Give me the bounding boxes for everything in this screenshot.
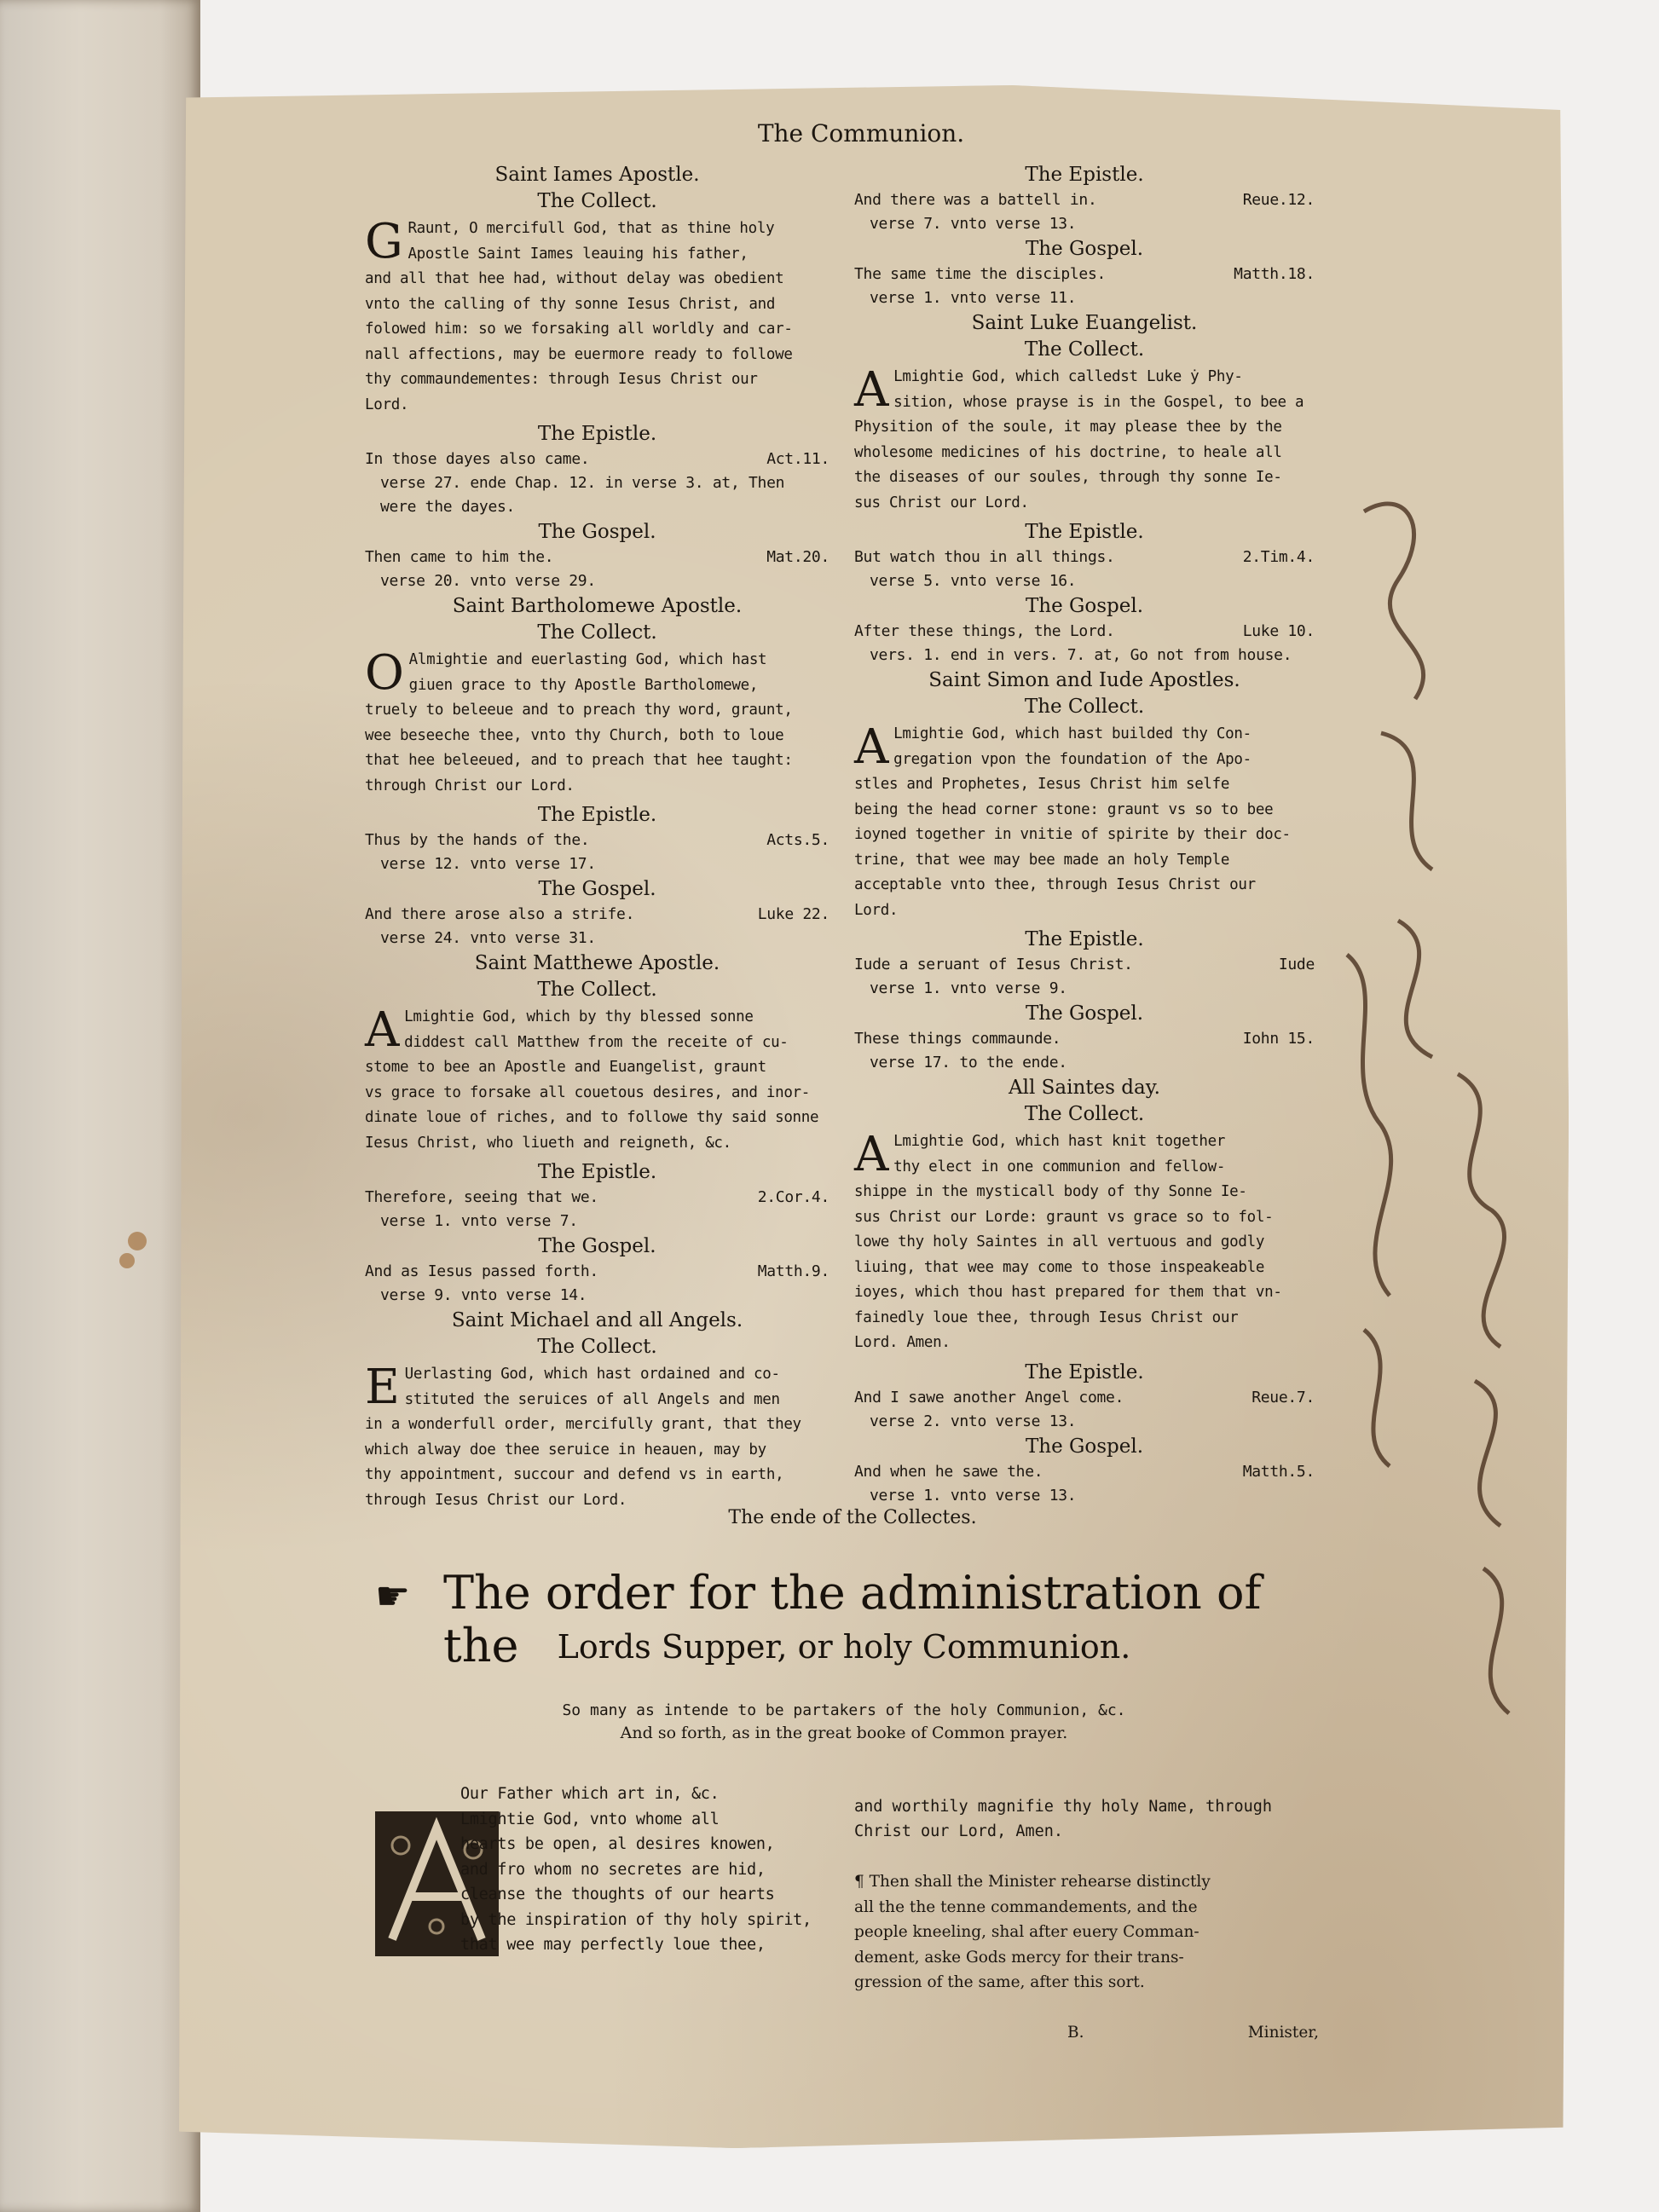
lesson-incipit: And when he sawe the. <box>854 1462 1043 1481</box>
catchword: Minister, <box>1247 2024 1319 2042</box>
lesson-reference <box>854 188 1315 212</box>
section-heading: The Gospel. <box>1025 1435 1144 1458</box>
book-citation: Matth.9. <box>757 1262 830 1280</box>
book-citation: Iohn 15. <box>1242 1030 1315 1048</box>
lesson-reference <box>854 953 1315 977</box>
section-heading: The Gospel. <box>1025 1002 1144 1025</box>
verse-range: verse 9. vnto verse 14. <box>380 1286 587 1304</box>
section-heading: The Collect. <box>537 979 657 1001</box>
book-citation: Reue.12. <box>1242 191 1315 209</box>
lesson-reference <box>854 263 1315 286</box>
section-heading: The Epistle. <box>537 804 657 826</box>
left-column <box>365 162 830 1516</box>
drop-initial: A <box>365 1002 400 1058</box>
lesson-reference <box>854 620 1315 644</box>
book-citation: Matth.18. <box>1234 265 1315 283</box>
section-heading: Saint Bartholomewe Apostle. <box>452 595 743 617</box>
verse-range: vers. 1. end in vers. 7. at, Go not from house. <box>870 646 1292 664</box>
book-citation: Mat.20. <box>766 548 830 566</box>
verse-range: verse 1. vnto verse 7. <box>380 1212 578 1230</box>
drop-initial: A <box>854 719 889 775</box>
lesson-reference <box>365 903 830 927</box>
book-binding-edge <box>0 0 200 2212</box>
collect-text: A Lmightie God, which hast builded thy Con- gregation vpon the foundation of the Apo- stles and Prophetes, Iesus Christ him selfe being the head corner stone: graunt vs so to bee ioyned together in vnitie of spirite by their doc- trine, that wee may bee made an holy Temple acceptable vnto thee, through Iesus Christ our Lord. <box>854 719 1291 919</box>
lesson-reference <box>365 448 830 471</box>
lesson-incipit: And I sawe another Angel come. <box>854 1388 1124 1406</box>
collect-text: A Lmightie God, which by thy blessed sonne diddest call Matthew from the receite of cu- stome to bee an Apostle and Euangelist, graunt vs grace to forsake all couetous desires, and inor- dinate loue of riches, and to followe thy said sonne Iesus Christ, who liueth and reigneth, &c. <box>365 1002 819 1152</box>
section-heading: The Gospel. <box>1025 238 1144 260</box>
lesson-incipit: The same time the disciples. <box>854 265 1107 283</box>
lesson-incipit: Therefore, seeing that we. <box>365 1188 598 1206</box>
lesson-incipit: And as Iesus passed forth. <box>365 1262 598 1280</box>
section-heading: Saint Simon and Iude Apostles. <box>928 669 1240 691</box>
drop-initial: A <box>854 1127 889 1182</box>
drop-initial: G <box>365 214 403 269</box>
prayer-text-left: Our Father which art in, &c. Lmightie God, vnto whome all hearts be open, al desires knowen, and fro whom no secretes are hid, cleanse the thoughts of our hearts by the inspiration of thy holy spirit, that wee may perfectly loue thee, <box>460 1785 812 1954</box>
section-heading: Saint Matthewe Apostle. <box>474 952 720 974</box>
foxing-stain <box>119 1253 135 1268</box>
verse-range: verse 1. vnto verse 11. <box>870 289 1077 307</box>
section-heading: Saint Iames Apostle. <box>494 164 700 186</box>
lesson-incipit: These things commaunde. <box>854 1030 1061 1048</box>
verse-range: verse 1. vnto verse 13. <box>870 1486 1077 1505</box>
section-heading: The Epistle. <box>1025 521 1144 543</box>
book-citation: Acts.5. <box>766 831 830 849</box>
lesson-incipit: And there was a battell in. <box>854 191 1097 209</box>
lesson-reference <box>365 1186 830 1210</box>
section-heading: The Collect. <box>537 621 657 644</box>
foxing-stain <box>128 1232 147 1250</box>
section-heading: All Saintes day. <box>1009 1077 1160 1099</box>
prayer-text-right <box>854 1769 1319 2071</box>
collect-text: A Lmightie God, which calledst Luke ẏ Phy- sition, whose prayse is in the Gospel, to bee a Physition of the soule, it may please thee by the wholesome medicines of his doctrine, to heale all the diseases of our soules, through thy sonne Ie- sus Christ our Lord. <box>854 362 1304 511</box>
section-heading: The Collect. <box>537 1336 657 1358</box>
section-heading: The Collect. <box>537 190 657 212</box>
verse-range: verse 20. vnto verse 29. <box>380 572 596 590</box>
lesson-incipit: Iude a seruant of Iesus Christ. <box>854 956 1133 973</box>
section-heading: The Gospel. <box>1025 595 1144 617</box>
section-heading: The Epistle. <box>537 1161 657 1183</box>
book-citation: 2.Tim.4. <box>1242 548 1315 566</box>
section-heading: The Collect. <box>1024 338 1145 361</box>
lesson-incipit: In those dayes also came. <box>365 450 590 468</box>
verse-range: verse 2. vnto verse 13. <box>870 1412 1077 1430</box>
order-subtitle: Lords Supper, or holy Communion. <box>557 1628 1131 1666</box>
collects-end-line: The ende of the Collectes. <box>728 1507 977 1528</box>
lesson-reference <box>854 1460 1315 1484</box>
section-heading: The Collect. <box>1024 1103 1145 1125</box>
book-citation: Luke 10. <box>1242 622 1315 640</box>
section-heading: The Epistle. <box>537 423 657 445</box>
verse-range: verse 12. vnto verse 17. <box>380 855 596 873</box>
lesson-incipit: But watch thou in all things. <box>854 548 1115 566</box>
rubric-text: ¶ Then shall the Minister rehearse distinctly all the the tenne commandements, and the people kneeling, shal after euery Comman- dement, aske Gods mercy for their trans- gression of the same, after this sort. <box>854 1873 1211 1991</box>
order-note: So many as intende to be partakers of the holy Communion, &c. <box>562 1701 1126 1719</box>
book-citation: Matth.5. <box>1242 1462 1315 1481</box>
running-head: The Communion. <box>757 119 965 147</box>
page-footer <box>854 2020 1319 2046</box>
book-citation: Act.11. <box>766 450 830 468</box>
section-heading: The Gospel. <box>538 521 656 543</box>
section-heading: The Epistle. <box>1025 928 1144 950</box>
drop-initial: A <box>854 362 889 418</box>
lesson-reference <box>854 546 1315 569</box>
verse-range: verse 7. vnto verse 13. <box>870 215 1077 233</box>
prayer-continuation: and worthily magnifie thy holy Name, through Christ our Lord, Amen. <box>854 1797 1273 1840</box>
lesson-incipit: Thus by the hands of the. <box>365 831 590 849</box>
lesson-incipit: After these things, the Lord. <box>854 622 1115 640</box>
section-heading: The Gospel. <box>538 878 656 900</box>
lesson-reference <box>365 829 830 852</box>
book-citation: Luke 22. <box>757 905 830 923</box>
book-citation: 2.Cor.4. <box>757 1188 830 1206</box>
verse-range: verse 1. vnto verse 9. <box>870 979 1067 997</box>
lesson-reference <box>365 546 830 569</box>
right-column <box>854 162 1315 1508</box>
collect-text: E Uerlasting God, which hast ordained and co- stituted the seruices of all Angels and men in a wonderfull order, mercifully grant, that they which alway doe thee seruice in heauen, may by thy appointment, succour and defend vs in earth, through Iesus Christ our Lord. <box>365 1360 801 1509</box>
drop-initial: O <box>365 645 404 701</box>
pointing-hand-icon: ☛ <box>375 1573 411 1619</box>
lesson-incipit: And there arose also a strife. <box>365 905 635 923</box>
section-heading: Saint Michael and all Angels. <box>451 1309 743 1331</box>
section-heading: Saint Luke Euangelist. <box>971 312 1198 334</box>
collect-text: G Raunt, O mercifull God, that as thine holy Apostle Saint Iames leauing his father, and all that hee had, without delay was obedient vnto the calling of thy sonne Iesus Christ, and folowed him: so we forsaking all worldly and car- nall affections, may be euermore ready to followe thy commaundementes: through Iesus Christ our Lord. <box>365 214 793 413</box>
verse-range: verse 5. vnto verse 16. <box>870 572 1077 590</box>
lesson-reference <box>365 1260 830 1284</box>
lesson-reference <box>854 1386 1315 1410</box>
section-heading: The Collect. <box>1024 696 1145 718</box>
collect-text: A Lmightie God, which hast knit together thy elect in one communion and fellow- shippe in the mysticall body of thy Sonne Ie- sus Christ our Lorde: graunt vs grace so to fol- lowe thy holy Saintes in all vertuous and godly liuing, that wee may come to those inspeakeable ioyes, which thou hast prepared for them that vn- fainedly loue thee, through Iesus Christ our Lord. Amen. <box>854 1127 1282 1351</box>
verse-range: verse 17. to the ende. <box>870 1054 1067 1071</box>
handwritten-annotation <box>1330 477 1552 1756</box>
order-title: The order for the administration of the <box>443 1566 1262 1672</box>
drop-initial: E <box>365 1360 400 1415</box>
section-heading: The Epistle. <box>1025 1360 1144 1383</box>
order-note: And so forth, as in the great booke of Common prayer. <box>620 1724 1068 1742</box>
collect-text: O Almightie and euerlasting God, which hast giuen grace to thy Apostle Bartholomewe, truely to beleeue and to preach thy word, graunt, wee beseeche thee, vnto thy Church, both to loue that hee beleeued, and to preach that hee taught: through Christ our Lord. <box>365 645 793 794</box>
lesson-incipit: Then came to him the. <box>365 548 554 566</box>
signature-mark: B. <box>1067 2024 1084 2042</box>
book-citation: Iude <box>1278 956 1315 973</box>
lesson-reference <box>854 1027 1315 1051</box>
book-citation: Reue.7. <box>1251 1388 1315 1406</box>
verse-range: verse 24. vnto verse 31. <box>380 929 596 947</box>
verse-range: verse 27. ende Chap. 12. in verse 3. at, Then were the dayes. <box>380 474 785 516</box>
section-heading: The Gospel. <box>538 1235 656 1257</box>
section-heading: The Epistle. <box>1025 164 1144 186</box>
